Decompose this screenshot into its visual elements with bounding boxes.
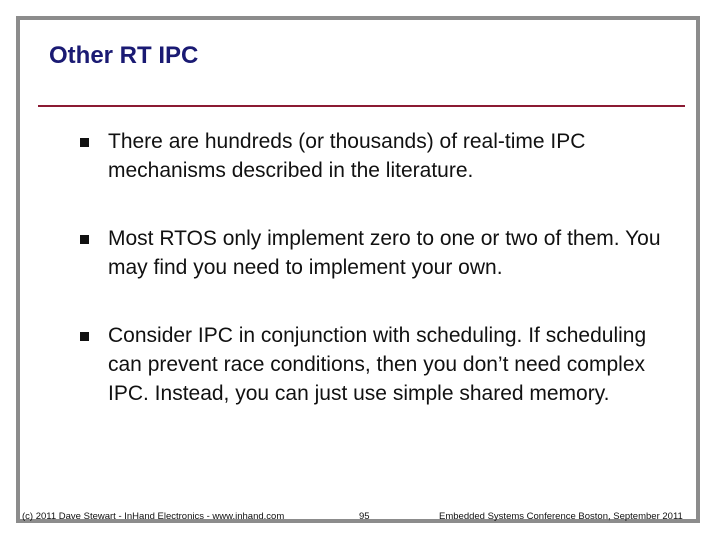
footer-event: Embedded Systems Conference Boston, September 2011 xyxy=(439,511,683,522)
square-bullet-icon xyxy=(80,138,89,147)
square-bullet-icon xyxy=(80,235,89,244)
bullet-text: Consider IPC in conjunction with scheduling. If scheduling can prevent race conditions, then you don’t need complex IPC. Instead, you can just use simple shared memory. xyxy=(108,324,647,405)
bullet-text: Most RTOS only implement zero to one or two of them. You may find you need to implement your own. xyxy=(108,227,661,279)
footer-copyright: (c) 2011 Dave Stewart - InHand Electronics - www.inhand.com xyxy=(22,511,285,522)
square-bullet-icon xyxy=(80,332,89,341)
footer-page-number: 95 xyxy=(359,511,370,522)
bullet-text: There are hundreds (or thousands) of real-time IPC mechanisms described in the literature. xyxy=(108,130,586,182)
slide-title: Other RT IPC xyxy=(49,42,199,69)
